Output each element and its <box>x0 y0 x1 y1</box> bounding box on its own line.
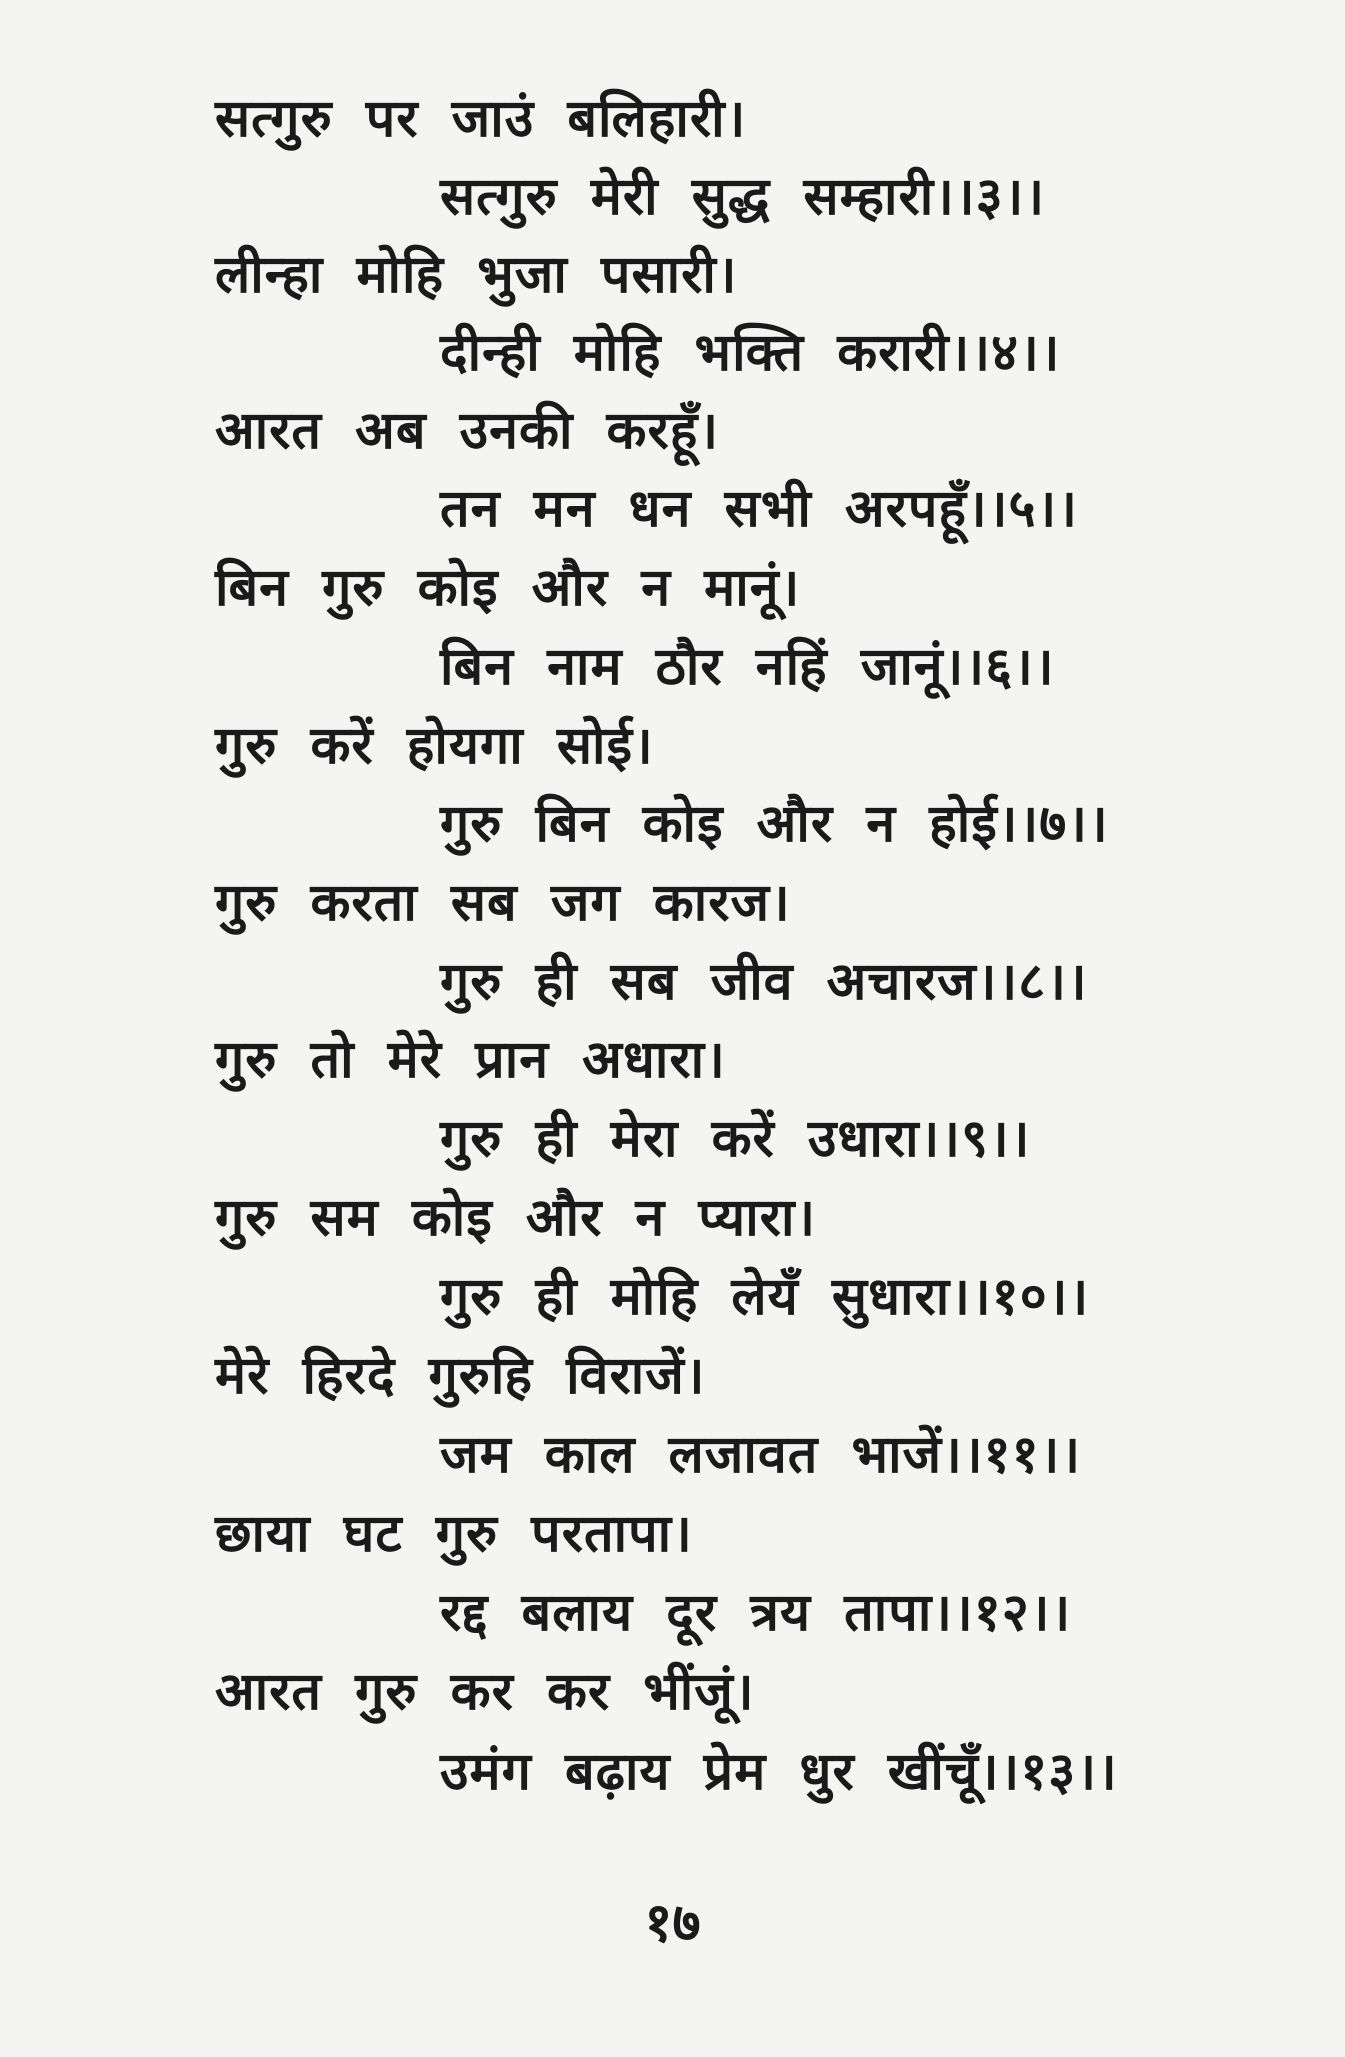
verse-line: गुरु करें होयगा सोई। <box>215 716 654 776</box>
verse-line: गुरु बिन कोइ और न होई।।७।। <box>440 794 1109 854</box>
page-number: १७ <box>644 1891 701 1954</box>
verse-line: उमंग बढ़ाय प्रेम धुर खींचूँ।।१३।। <box>440 1742 1118 1802</box>
verse-line: गुरु ही मेरा करें उधारा।।९।। <box>440 1109 1031 1169</box>
verse-line: गुरु सम कोइ और न प्यारा। <box>215 1188 817 1248</box>
verse-line: गुरु तो मेरे प्रान अधारा। <box>215 1030 726 1090</box>
verse-line: बिन नाम ठौर नहिं जानूं।।६।। <box>440 637 1055 697</box>
verse-line: गुरु ही सब जीव अचारज।।८।। <box>440 952 1088 1012</box>
verse-line: गुरु ही मोहि लेयँ सुधारा।।१०।। <box>440 1267 1090 1327</box>
verse-line: दीन्ही मोहि भक्ति करारी।।४।। <box>440 323 1061 383</box>
verse-line: आरत गुरु कर कर भींजूं। <box>215 1662 755 1722</box>
verse-line: रद्द बलाय दूर त्रय तापा।।१२।। <box>440 1583 1072 1643</box>
verse-line: छाया घट गुरु परतापा। <box>215 1504 693 1564</box>
verse-line: गुरु करता सब जग कारज। <box>215 873 791 933</box>
verse-line: लीन्हा मोहि भुजा पसारी। <box>215 245 738 305</box>
verse-line: मेरे हिरदे गुरुहि विराजें। <box>215 1346 706 1406</box>
verse-line: तन मन धन सभी अरपहूँ।।५।। <box>440 479 1078 539</box>
verse-line: सत्गुरु पर जाउं बलिहारी। <box>215 89 747 149</box>
verse-line: सत्गुरु मेरी सुद्ध सम्हारी।।३।। <box>440 167 1046 227</box>
verse-line: आरत अब उनकी करहूँ। <box>215 401 720 461</box>
verse-line: जम काल लजावत भाजें।।११।। <box>440 1425 1082 1485</box>
verse-line: बिन गुरु कोइ और न मानूं। <box>215 558 801 618</box>
